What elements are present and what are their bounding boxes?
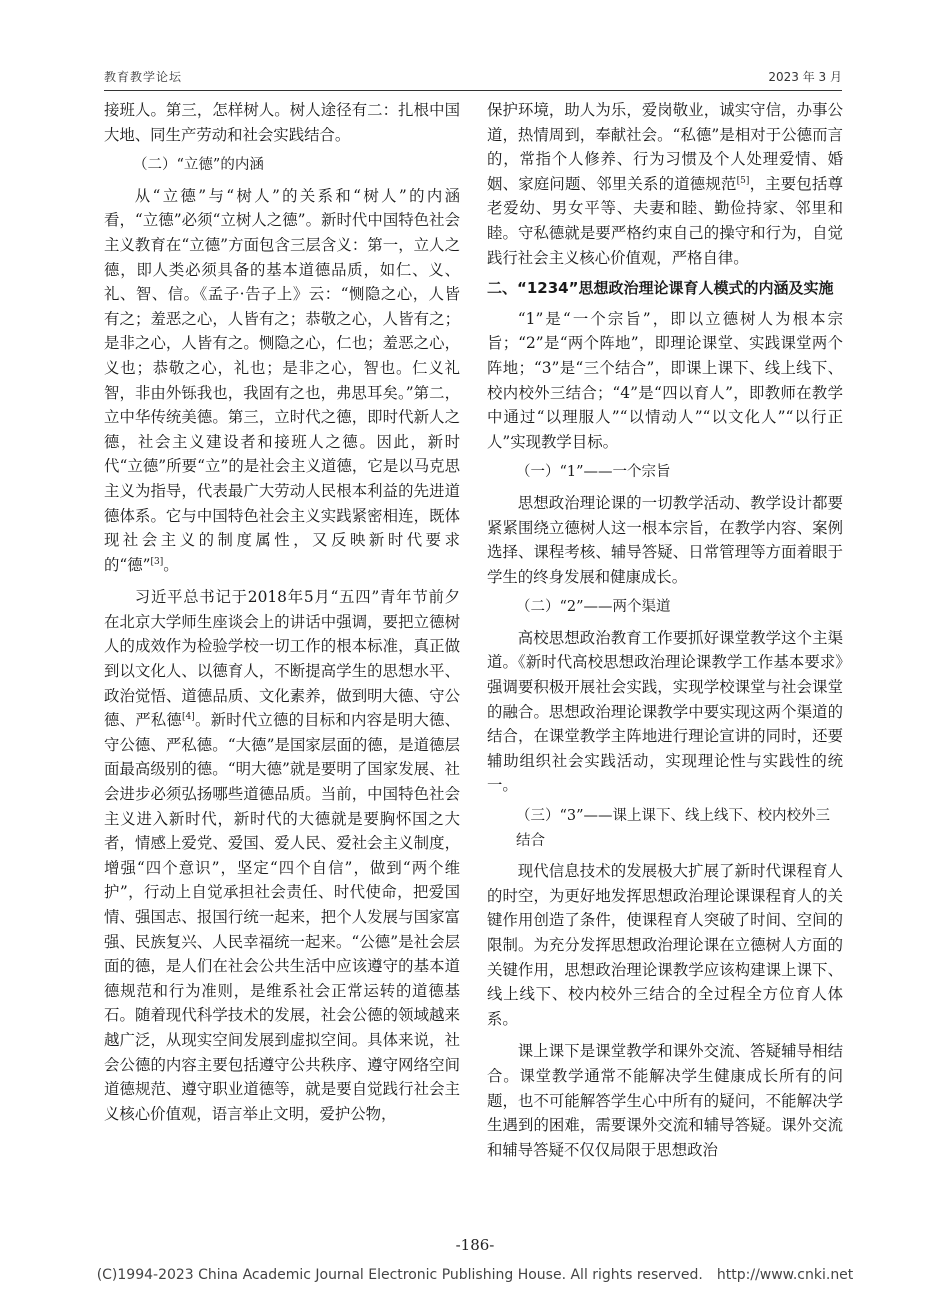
right-paragraph-5: 现代信息技术的发展极大扩展了新时代课程育人的时空，为更好地发挥思想政治理论课课程育人的关键作用创造了条件，使课程育人突破了时间、空间的限制。为充分发挥思想政治理论课在立德树人方面的关键作用，思想政治理论课教学应该构建课上课下、线上线下、校内校外三结合的全过程全方位育人体系。: [487, 862, 843, 1028]
left-paragraph-3-text-a: 习近平总书记于2018年5月“五四”青年节前夕在北京大学师生座谈会上的讲话中强调，要把立德树人的成效作为检验学校一切工作的根本标准，真正做到以文化人、以德育人，不断提高学生的思想水平、政治觉悟、道德品质、文化素养，做到明大德、守公德、严私德: [104, 588, 460, 730]
subheading-lide-meaning: （二）“立德”的内涵: [133, 157, 264, 174]
cnki-link[interactable]: http://www.cnki.net: [716, 1267, 854, 1283]
right-column: [487, 98, 843, 1162]
left-paragraph-2-end: 。: [163, 555, 179, 574]
left-paragraph-2: [104, 184, 460, 578]
issue-date: 2023 年 3 月: [768, 70, 842, 84]
subheading-three-combinations: （三）“3”——课上课下、线上线下、校内校外三结合: [516, 808, 831, 849]
left-column: [104, 98, 460, 1126]
left-paragraph-3: [104, 585, 460, 1126]
citation-3[interactable]: [3]: [150, 556, 164, 567]
section-heading-2: 二、“1234”思想政治理论课育人模式的内涵及实施: [487, 279, 834, 298]
subheading-one-purpose: （一）“1”——一个宗旨: [516, 464, 671, 481]
right-paragraph-6: 课上课下是课堂教学和课外交流、答疑辅导相结合。课堂教学通常不能解决学生健康成长所有的问题，也不可能解答学生心中所有的疑问，不能解决学生遇到的困难，需要课外交流和辅导答疑。课外交流和辅导答疑不仅仅局限于思想政治: [487, 1042, 843, 1159]
right-paragraph-1: [487, 98, 843, 270]
left-paragraph-1: 接班人。第三，怎样树人。树人途径有二：扎根中国大地、同生产劳动和社会实践结合。: [104, 101, 460, 144]
running-header: [104, 60, 842, 91]
journal-name: 教育教学论坛: [104, 70, 183, 84]
right-paragraph-4: 高校思想政治教育工作要抓好课堂教学这个主渠道。《新时代高校思想政治理论课教学工作基本要求》强调要积极开展社会实践，实现学校课堂与社会课堂的融合。思想政治理论课教学中要实现这两个渠道的结合，在课堂教学主阵地进行理论宣讲的同时，还要辅助组织社会实践活动，实现理论性与实践性的统一。: [487, 628, 843, 795]
right-paragraph-1-text-a: 保护环境，助人为乐，爱岗敬业，诚实守信，办事公道，热情周到，奉献社会。“私德”是相对于公德而言的，常指个人修养、行为习惯及个人处理爱情、婚姻、家庭问题、邻里关系的道德规范: [487, 101, 843, 193]
right-paragraph-2: “1”是“一个宗旨”，即以立德树人为根本宗旨；“2”是“两个阵地”，即理论课堂、实践课堂两个阵地；“3”是“三个结合”，即课上课下、线上线下、校内校外三结合；“4”是“四以育人”，即教师在教学中通过“以理服人”“以情动人”“以文化人”“以行正人”实现教学目标。: [487, 309, 843, 451]
subheading-two-channels: （二）“2”——两个渠道: [516, 599, 671, 616]
copyright-text: (C)1994-2023 China Academic Journal Electronic Publishing House. All rights reserved.: [96, 1267, 703, 1283]
citation-5[interactable]: [5]: [736, 175, 750, 186]
citation-4[interactable]: [4]: [182, 712, 195, 723]
page-number: -186-: [455, 1236, 495, 1254]
right-paragraph-3: 思想政治理论课的一切教学活动、教学设计都要紧紧围绕立德树人这一根本宗旨，在教学内容、案例选择、课程考核、辅导答疑、日常管理等方面着眼于学生的终身发展和健康成长。: [487, 493, 843, 586]
left-paragraph-2-text: 从“立德”与“树人”的关系和“树人”的内涵看，“立德”必须“立树人之德”。新时代中国特色社会主义教育在“立德”方面包含三层含义：第一，立人之德，即人类必须具备的基本道德品质，如仁、义、礼、智、信。《孟子·告子上》云：“恻隐之心，人皆有之；羞恶之心，人皆有之；恭敬之心，人皆有之；是非之心，人皆有之。恻隐之心，仁也；羞恶之心，义也；恭敬之心，礼也；是非之心，智也。仁义礼智，非由外铄我也，我固有之也，弗思耳矣。”第二，立中华传统美德。第三，立时代之德，即时代新人之德，社会主义建设者和接班人之德。因此，新时代“立德”所要“立”的是社会主义道德，它是以马克思主义为指导，代表最广大劳动人民根本利益的先进道德体系。它与中国特色社会主义实践紧密相连，既体现社会主义的制度属性，又反映新时代要求的“德”: [104, 186, 460, 574]
copyright-footer: [0, 1267, 950, 1283]
right-paragraph-1-text-b: ，主要包括尊老爱幼、男女平等、夫妻和睦、勤俭持家、邻里和睦。守私德就是要严格约束自己的操守和行为，自觉践行社会主义核心价值观，严格自律。: [487, 174, 843, 267]
left-paragraph-3-text-b: 。新时代立德的目标和内容是明大德、守公德、严私德。“大德”是国家层面的德，是道德层面最高级别的德。“明大德”就是要明了国家发展、社会进步必须弘扬哪些道德品质。当前，中国特色社会主义进入新时代，新时代的大德就是要胸怀国之大者，情感上爱党、爱国、爱人民、爱社会主义制度，增强“四个意识”，坚定“四个自信”，做到“两个维护”，行动上自觉承担社会责任、时代使命，把爱国情、强国志、报国行统一起来，把个人发展与国家富强、民族复兴、人民幸福统一起来。“公德”是社会层面的德，是人们在社会公共生活中应该遵守的基本道德规范和行为准则，是维系社会正常运转的道德基石。随着现代科学技术的发展，社会公德的领域越来越广泛，从现实空间发展到虚拟空间。具体来说，社会公德的内容主要包括遵守公共秩序、遵守网络空间道德规范、遵守职业道德等，就是要自觉践行社会主义核心价值观，语言举止文明，爱护公物，: [104, 711, 460, 1123]
